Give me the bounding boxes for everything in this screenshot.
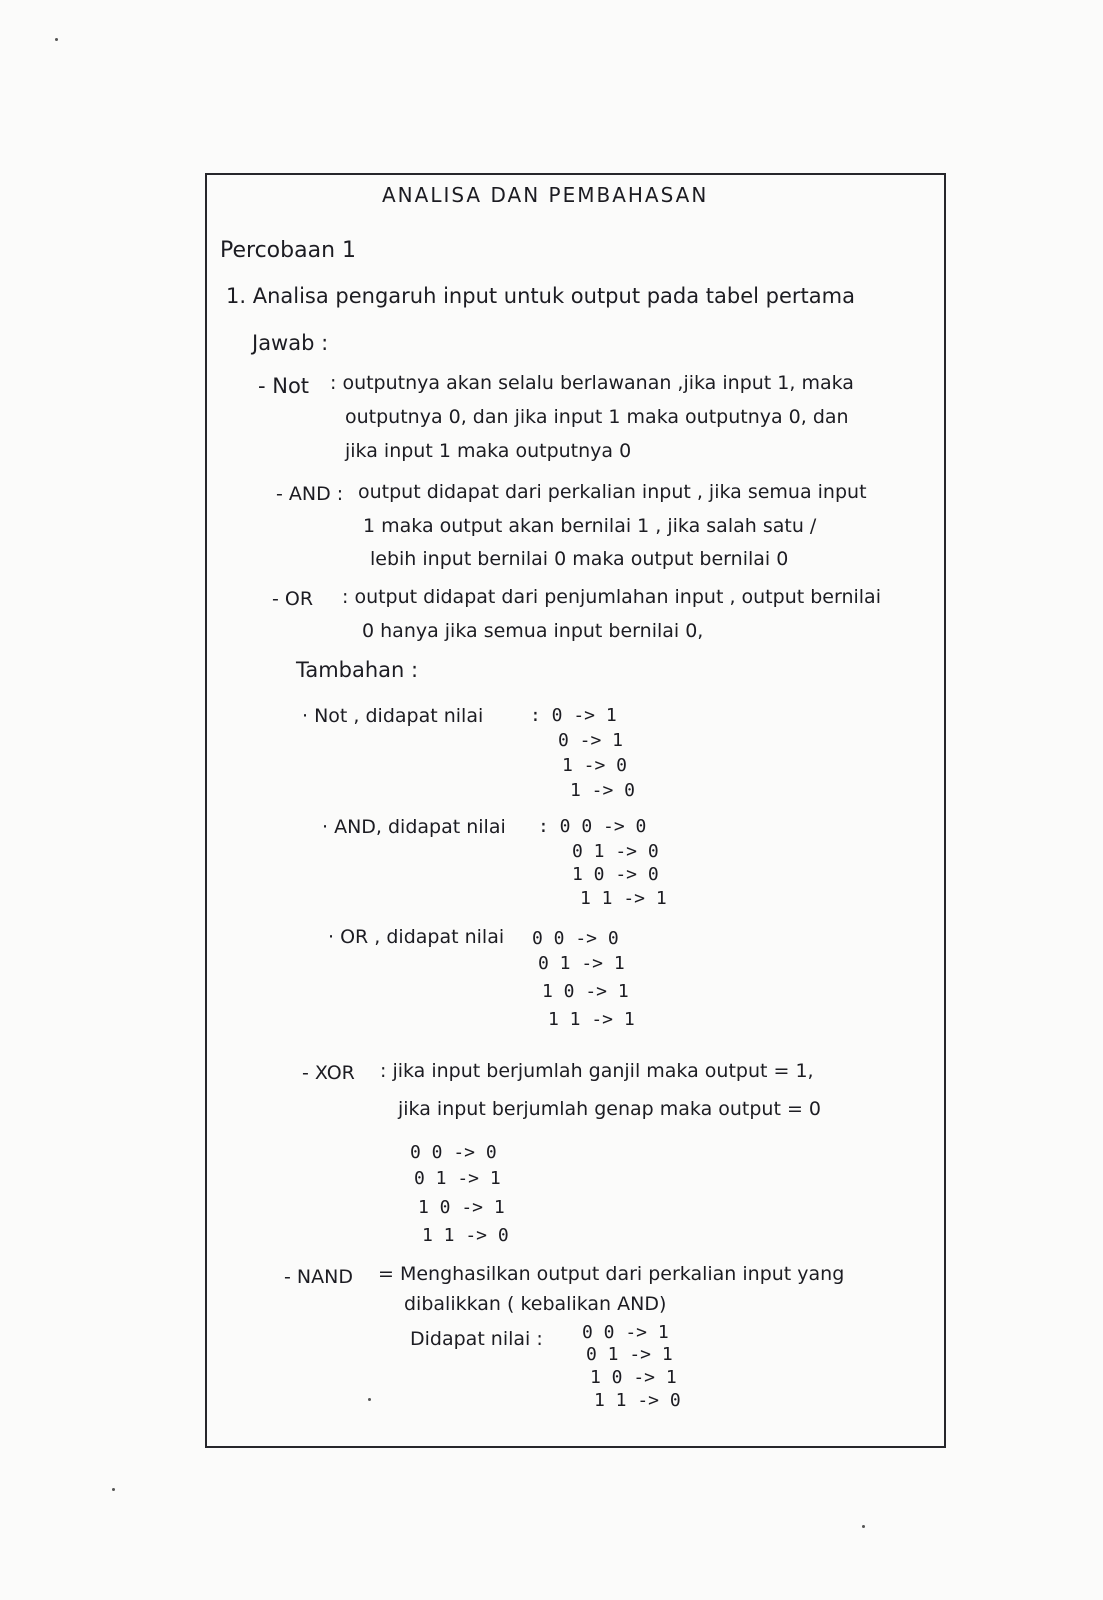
or-value-row: 0 0 -> 0 <box>532 928 619 949</box>
and-line: 1 maka output akan bernilai 1 , jika salah satu / <box>363 515 817 537</box>
xor-value-row: 0 1 -> 1 <box>414 1168 501 1189</box>
content-frame <box>205 173 946 1448</box>
not-line: : outputnya akan selalu berlawanan ,jika input 1, maka <box>330 372 854 394</box>
not-value-row: 0 -> 1 <box>558 730 624 751</box>
nand-value-row: 0 1 -> 1 <box>586 1344 673 1365</box>
xor-value-row: 1 1 -> 0 <box>422 1225 509 1246</box>
not-values-label: · Not , didapat nilai <box>302 705 484 727</box>
and-value-row: : 0 0 -> 0 <box>538 816 647 837</box>
nand-value-row: 1 0 -> 1 <box>590 1367 677 1388</box>
not-value-row: 1 -> 0 <box>562 755 628 776</box>
and-line: lebih input bernilai 0 maka output bernilai 0 <box>370 548 789 570</box>
tambahan-label: Tambahan : <box>296 658 419 682</box>
not-value-row: 1 -> 0 <box>570 780 636 801</box>
or-line: 0 hanya jika semua input bernilai 0, <box>362 620 704 642</box>
nand-values-label: Didapat nilai : <box>410 1328 543 1350</box>
or-value-row: 1 1 -> 1 <box>548 1009 635 1030</box>
page-title: ANALISA DAN PEMBAHASAN <box>382 183 709 207</box>
scan-speck <box>112 1488 115 1491</box>
nand-line: dibalikkan ( kebalikan AND) <box>404 1293 667 1315</box>
or-line: : output didapat dari penjumlahan input , output bernilai <box>342 586 881 608</box>
or-value-row: 0 1 -> 1 <box>538 953 625 974</box>
xor-value-row: 1 0 -> 1 <box>418 1197 505 1218</box>
and-value-row: 1 0 -> 0 <box>572 864 659 885</box>
xor-line: jika input berjumlah genap maka output = 0 <box>398 1098 822 1120</box>
answer-label: Jawab : <box>252 331 329 355</box>
not-line: jika input 1 maka outputnya 0 <box>345 440 632 462</box>
nand-value-row: 1 1 -> 0 <box>594 1390 681 1411</box>
and-value-row: 0 1 -> 0 <box>572 841 659 862</box>
nand-label: - NAND <box>284 1266 353 1288</box>
and-values-label: · AND, didapat nilai <box>322 816 506 838</box>
or-label: - OR <box>272 588 314 610</box>
and-value-row: 1 1 -> 1 <box>580 888 667 909</box>
nand-line: = Menghasilkan output dari perkalian input yang <box>378 1263 845 1285</box>
xor-value-row: 0 0 -> 0 <box>410 1142 497 1163</box>
and-label: - AND : <box>276 483 344 505</box>
xor-line: : jika input berjumlah ganjil maka output = 1, <box>380 1060 814 1082</box>
nand-value-row: 0 0 -> 1 <box>582 1322 669 1343</box>
xor-label: - XOR <box>302 1062 355 1084</box>
not-line: outputnya 0, dan jika input 1 maka outputnya 0, dan <box>345 406 849 428</box>
scan-speck <box>368 1398 371 1401</box>
scan-speck <box>862 1525 865 1528</box>
and-line: output didapat dari perkalian input , jika semua input <box>358 481 867 503</box>
scan-speck <box>55 38 58 41</box>
section-heading: Percobaan 1 <box>220 238 356 263</box>
not-label: - Not <box>258 374 310 398</box>
or-value-row: 1 0 -> 1 <box>542 981 629 1002</box>
question-text: 1. Analisa pengaruh input untuk output pada tabel pertama <box>226 284 855 308</box>
not-value-row: : 0 -> 1 <box>530 705 617 726</box>
or-values-label: · OR , didapat nilai <box>328 926 505 948</box>
